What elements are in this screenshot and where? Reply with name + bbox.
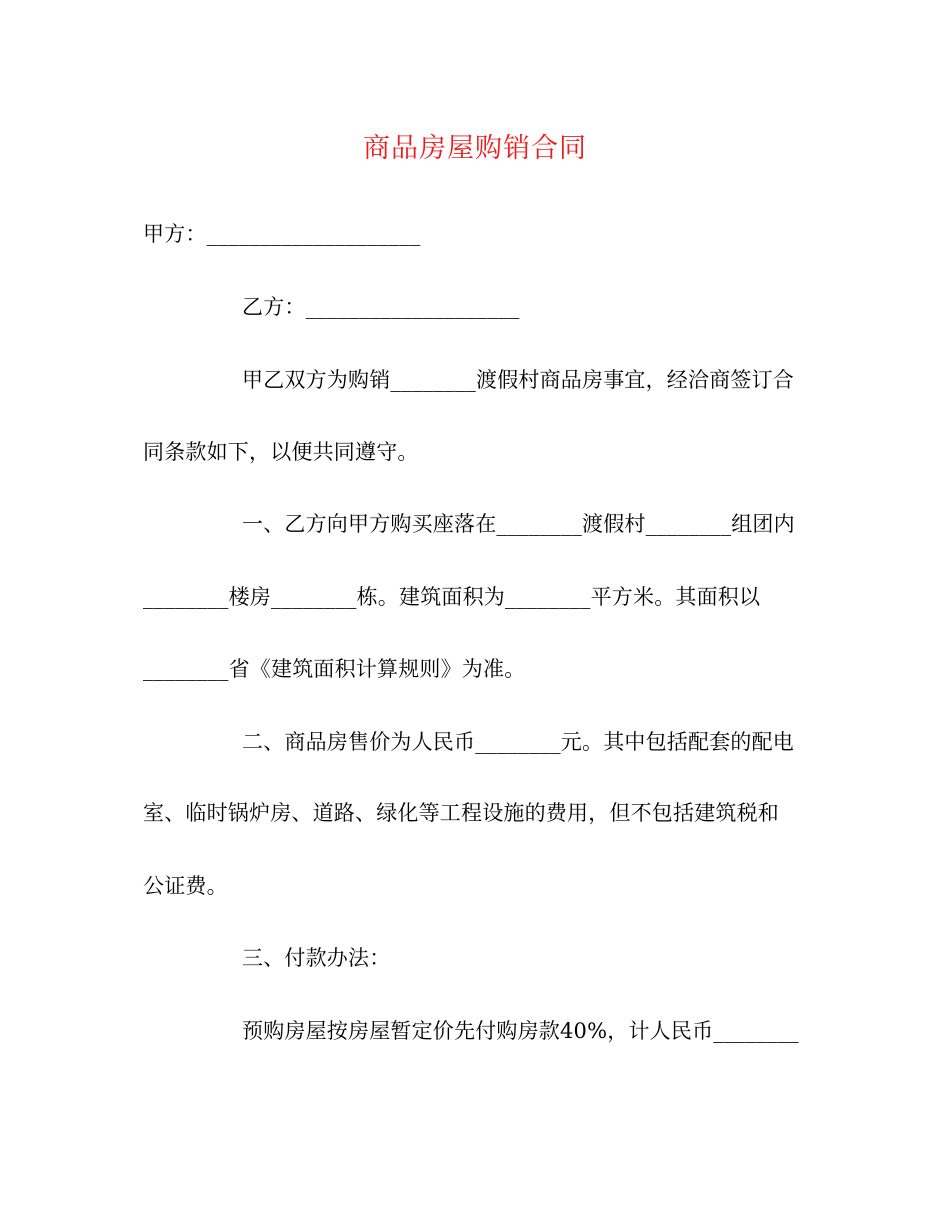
clause-1-line-2: ________楼房________栋。建筑面积为________平方米。其面积以: [143, 585, 761, 609]
preamble-line-2: 同条款如下，以便共同遵守。: [143, 440, 419, 464]
clause-2-line-3: 公证费。: [143, 874, 228, 898]
clause-3-heading: 三、付款办法：: [242, 946, 391, 970]
clause-3-line-1: 预购房屋按房屋暂定价先付购房款40%，计人民币________: [242, 1019, 799, 1043]
clause-1-line-3: ________省《建筑面积计算规则》为准。: [143, 657, 526, 681]
document-title: 商品房屋购销合同: [363, 133, 587, 164]
party-a-line: 甲方：____________________: [143, 222, 421, 246]
clause-2-line-2: 室、临时锅炉房、道路、绿化等工程设施的费用，但不包括建筑税和: [143, 801, 779, 825]
clause-1-line-1: 一、乙方向甲方购买座落在________渡假村________组团内: [242, 512, 795, 536]
preamble-line-1: 甲乙双方为购销________渡假村商品房事宜，经洽商签订合: [242, 368, 794, 392]
clause-2-line-1: 二、商品房售价为人民币________元。其中包括配套的配电: [242, 730, 794, 754]
party-b-line: 乙方：____________________: [242, 295, 520, 319]
